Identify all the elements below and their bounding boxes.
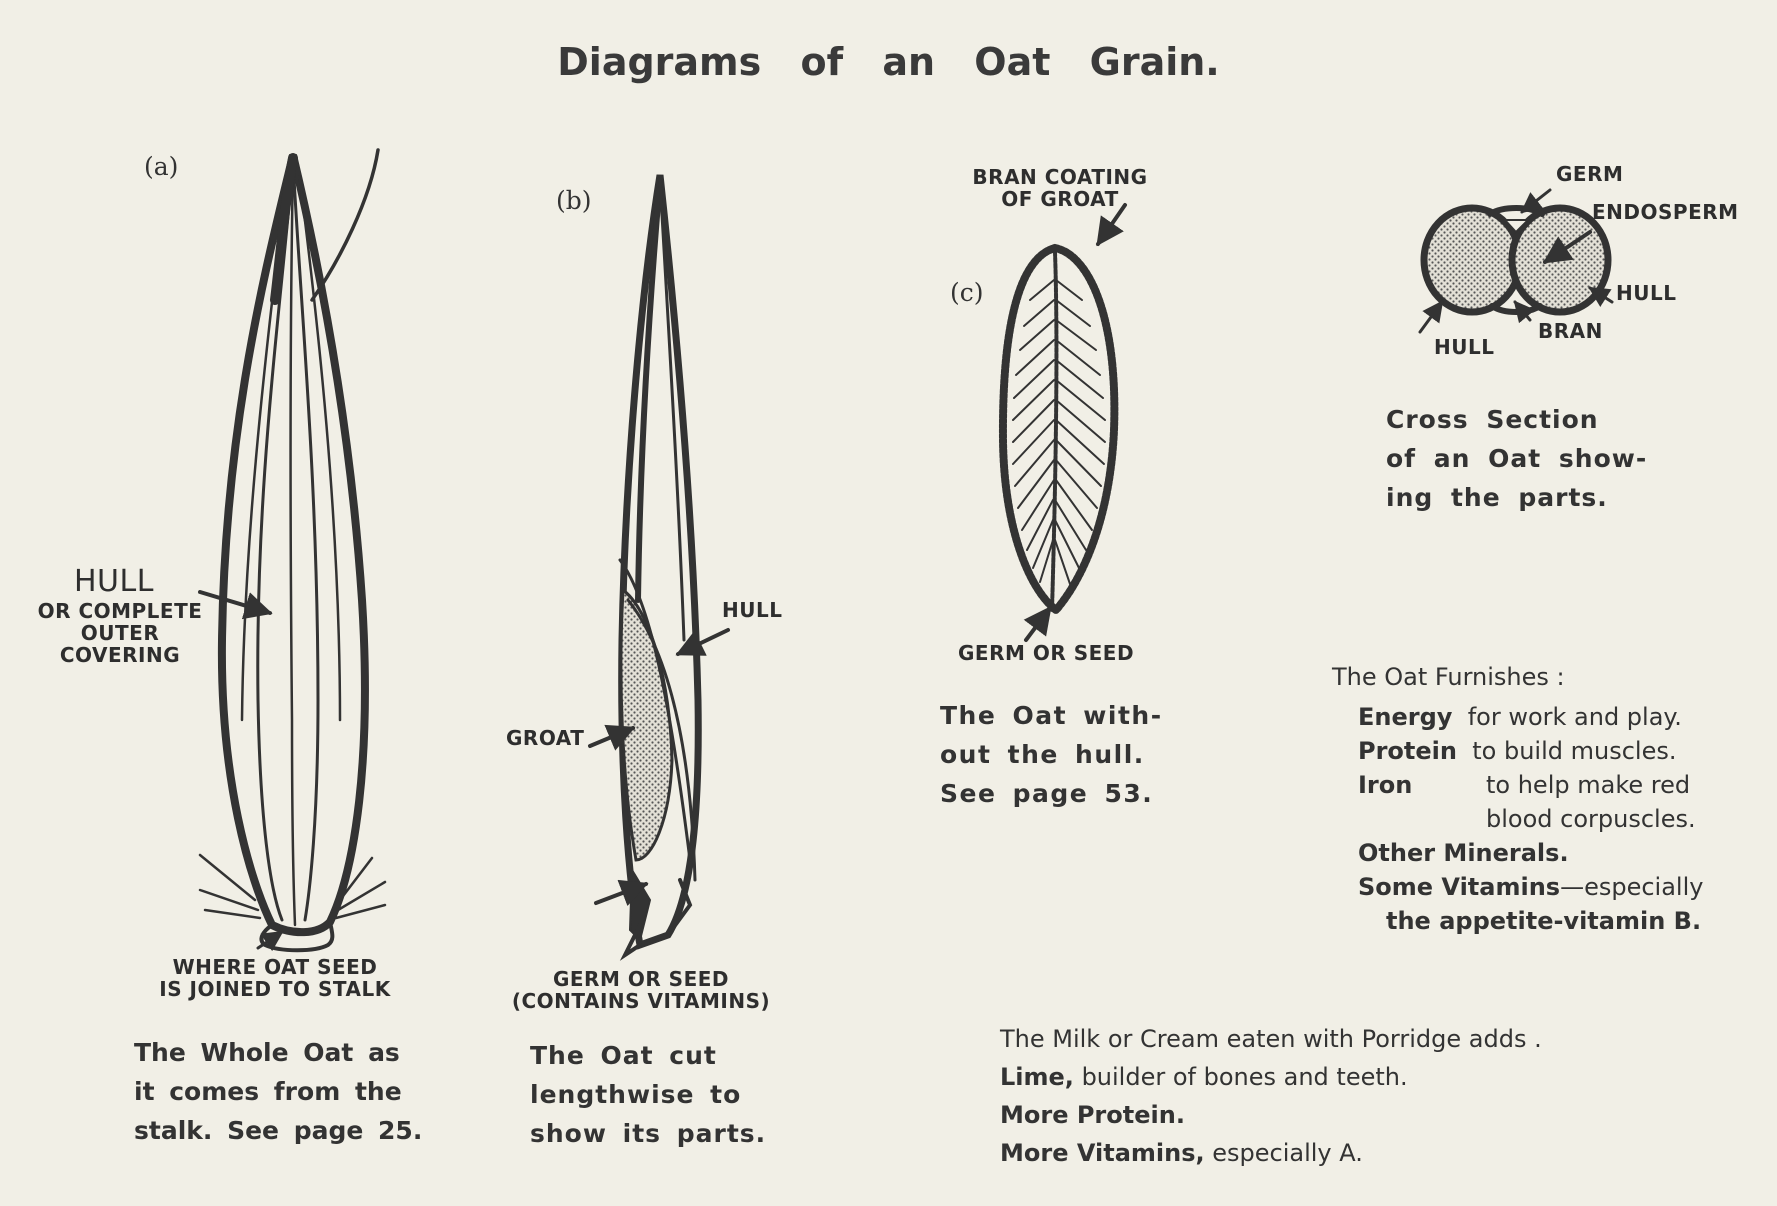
germ-label-b xyxy=(506,968,776,1012)
figure-a-marker: (a) xyxy=(144,152,179,181)
endosperm-label: ENDOSPERM xyxy=(1592,200,1739,224)
figure-c-marker: (c) xyxy=(950,278,984,307)
page-title: Diagrams of an Oat Grain. xyxy=(557,40,1220,84)
furnishes-term: Iron xyxy=(1358,771,1413,799)
germ-label-b-line-2: (CONTAINS VITAMINS) xyxy=(511,989,771,1013)
hull-sub-label-a xyxy=(35,600,205,666)
cross-hull-right-label: HULL xyxy=(1616,281,1677,305)
furnishes-item xyxy=(1358,700,1728,734)
furnishes-text: to build muscles. xyxy=(1472,737,1677,765)
hull-label-a: HULL xyxy=(74,564,154,599)
furnishes-item xyxy=(1358,768,1728,802)
cross-germ-label: GERM xyxy=(1556,162,1624,186)
groat-drawing xyxy=(1003,205,1125,640)
milk-text: especially A. xyxy=(1212,1139,1363,1167)
caption-a xyxy=(134,1033,422,1150)
furnishes-item xyxy=(1358,870,1728,904)
whole-oat-drawing xyxy=(200,150,385,950)
cross-section-caption xyxy=(1386,400,1647,517)
milk-text: builder of bones and teeth. xyxy=(1081,1063,1408,1091)
furnishes-item xyxy=(1358,734,1728,768)
furnishes-item xyxy=(1358,802,1728,836)
milk-term: Lime, xyxy=(1000,1063,1074,1091)
milk-line xyxy=(1000,1096,1542,1134)
caption-b-line-1: The Oat cut xyxy=(530,1041,717,1070)
furnishes-term: Protein xyxy=(1358,737,1457,765)
milk-line xyxy=(1000,1058,1542,1096)
furnishes-text: to help make red xyxy=(1486,771,1691,799)
furnishes-text: blood corpuscles. xyxy=(1486,805,1696,833)
caption-b xyxy=(530,1036,766,1153)
milk-intro: The Milk or Cream eaten with Porridge adds . xyxy=(1000,1025,1542,1053)
cross-section-drawing xyxy=(1400,190,1612,332)
caption-a-line-1: The Whole Oat as xyxy=(134,1038,400,1067)
groat-label: GROAT xyxy=(506,726,585,750)
furnishes-text: the appetite-vitamin B. xyxy=(1386,907,1702,935)
caption-a-line-3: stalk. See page 25. xyxy=(134,1116,423,1145)
cross-hull-left-label: HULL xyxy=(1434,335,1495,359)
milk-line xyxy=(1000,1134,1542,1172)
stalk-label-line-2: IS JOINED TO STALK xyxy=(159,977,391,1001)
caption-c-line-1: The Oat with- xyxy=(940,701,1163,730)
cross-bran-label: BRAN xyxy=(1538,319,1603,343)
furnishes-list xyxy=(1358,700,1728,938)
milk-term: More Protein. xyxy=(1000,1101,1185,1129)
caption-a-line-2: it comes from the xyxy=(134,1077,402,1106)
cross-caption-line-2: of an Oat show- xyxy=(1386,444,1648,473)
caption-b-line-3: show its parts. xyxy=(530,1119,767,1148)
furnishes-term: Energy xyxy=(1358,703,1453,731)
cross-caption-line-1: Cross Section xyxy=(1386,405,1599,434)
figure-b-marker: (b) xyxy=(556,186,592,215)
caption-c-line-2: out the hull. xyxy=(940,740,1145,769)
hull-label-b: HULL xyxy=(722,598,783,622)
cross-caption-line-3: ing the parts. xyxy=(1386,483,1608,512)
furnishes-item xyxy=(1358,904,1728,938)
furnishes-text: for work and play. xyxy=(1467,703,1682,731)
stalk-label-line-1: WHERE OAT SEED xyxy=(172,955,378,979)
furnishes-item xyxy=(1358,836,1728,870)
cut-oat-drawing xyxy=(590,175,728,955)
furnishes-term: Other Minerals. xyxy=(1358,839,1569,867)
caption-b-line-2: lengthwise to xyxy=(530,1080,742,1109)
hull-sub-line-2: OUTER xyxy=(80,621,160,645)
furnishes-term: Some Vitamins xyxy=(1358,873,1561,901)
stalk-label xyxy=(150,956,400,1000)
bran-coating-label xyxy=(960,166,1160,210)
hull-sub-line-1: OR COMPLETE xyxy=(37,599,203,623)
bran-coating-line-2: OF GROAT xyxy=(1001,187,1119,211)
germ-label-b-line-1: GERM OR SEED xyxy=(552,967,730,991)
germ-label-c: GERM OR SEED xyxy=(958,641,1135,665)
furnishes-heading: The Oat Furnishes : xyxy=(1332,663,1565,691)
milk-note xyxy=(1000,1020,1542,1172)
caption-c xyxy=(940,696,1163,813)
furnishes-text: —especially xyxy=(1560,873,1704,901)
caption-c-line-3: See page 53. xyxy=(940,779,1154,808)
milk-term: More Vitamins, xyxy=(1000,1139,1205,1167)
bran-coating-line-1: BRAN COATING xyxy=(972,165,1148,189)
hull-sub-line-3: COVERING xyxy=(59,643,181,667)
